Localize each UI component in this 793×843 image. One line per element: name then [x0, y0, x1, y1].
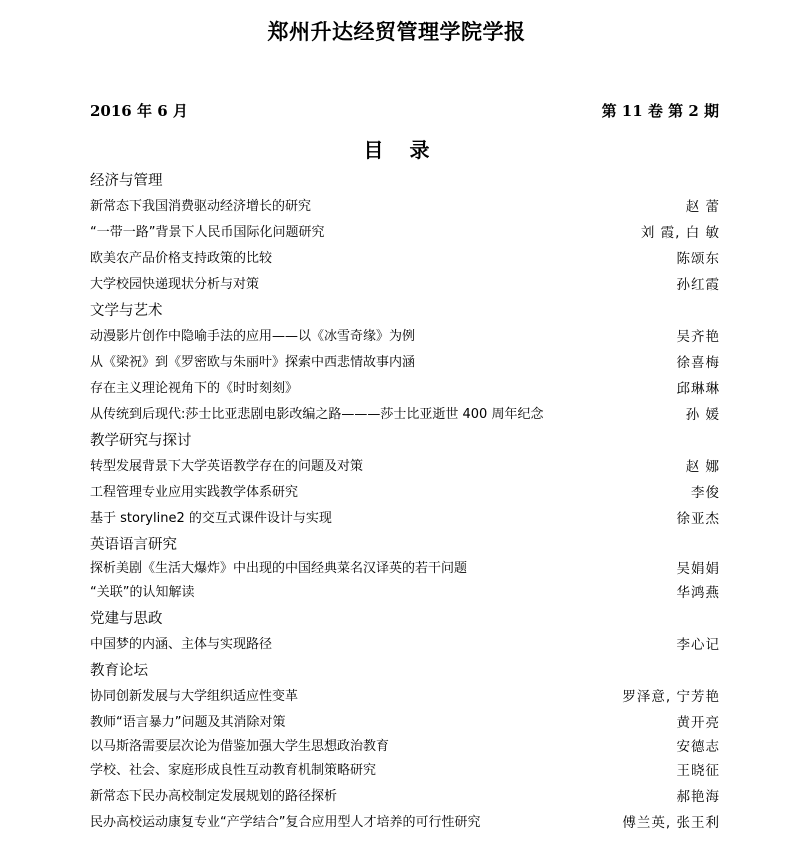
article-author: 孙红霞	[676, 277, 720, 293]
article-author: 王晓征	[676, 763, 720, 779]
article-author: 邱琳琳	[676, 381, 720, 397]
article-title: 协同创新发展与大学组织适应性变革	[90, 689, 299, 704]
toc-section	[90, 658, 720, 836]
toc-entry	[90, 710, 720, 736]
toc-entry	[90, 272, 720, 298]
toc-entry	[90, 246, 720, 272]
article-author: 赵 娜	[685, 459, 720, 475]
toc-entry	[90, 480, 720, 506]
article-title: 学校、社会、家庭形成良性互动教育机制策略研究	[90, 763, 377, 778]
article-title: 中国梦的内涵、主体与实现路径	[90, 637, 273, 652]
article-title: 以马斯洛需要层次论为借鉴加强大学生思想政治教育	[90, 739, 390, 754]
section-title: 英语语言研究	[90, 537, 177, 553]
toc-entry	[90, 758, 720, 784]
article-author: 罗泽意, 宁芳艳	[622, 689, 720, 705]
toc-entry	[90, 632, 720, 658]
article-author: 华鸿燕	[676, 585, 720, 601]
article-author: 赵 蕾	[685, 199, 720, 215]
toc-entry	[90, 454, 720, 480]
article-title: 从《梁祝》到《罗密欧与朱丽叶》探索中西悲情故事内涵	[90, 355, 416, 370]
article-title: 工程管理专业应用实践教学体系研究	[90, 485, 299, 500]
toc-section	[90, 168, 720, 298]
article-title: 从传统到后现代:莎士比亚悲剧电影改编之路———莎士比亚逝世 400 周年纪念	[90, 407, 544, 422]
article-title: 转型发展背景下大学英语教学存在的问题及对策	[90, 459, 364, 474]
article-author: 安德志	[676, 739, 720, 755]
issue-volume: 第 11 卷 第 2 期	[601, 102, 719, 120]
article-author: 孙 媛	[685, 407, 720, 423]
toc-section	[90, 298, 720, 428]
article-author: 徐喜梅	[676, 355, 720, 371]
table-of-contents	[90, 168, 720, 836]
toc-entry	[90, 810, 720, 836]
toc-entry	[90, 558, 720, 580]
toc-section	[90, 428, 720, 532]
section-title: 经济与管理	[90, 173, 163, 189]
section-title: 教育论坛	[90, 663, 148, 679]
section-title: 文学与艺术	[90, 303, 163, 319]
article-title: 新常态下民办高校制定发展规划的路径探析	[90, 789, 338, 804]
article-author: 陈颂东	[676, 251, 720, 267]
article-author: 李俊	[691, 485, 720, 501]
article-title: 动漫影片创作中隐喻手法的应用——以《冰雪奇缘》为例	[90, 329, 416, 344]
toc-section	[90, 532, 720, 606]
article-author: 黄开亮	[676, 715, 720, 731]
article-title: 探析美剧《生活大爆炸》中出现的中国经典菜名汉译英的若干问题	[90, 561, 468, 576]
article-title: 民办高校运动康复专业“产学结合”复合应用型人才培养的可行性研究	[90, 815, 481, 830]
article-author: 傅兰英, 张王利	[622, 815, 720, 831]
toc-entry	[90, 580, 720, 606]
toc-entry	[90, 784, 720, 810]
section-title: 党建与思政	[90, 611, 163, 627]
article-title: “一带一路”背景下人民币国际化问题研究	[90, 225, 325, 240]
article-title: 欧美农产品价格支持政策的比较	[90, 251, 273, 266]
toc-entry	[90, 194, 720, 220]
toc-entry	[90, 736, 720, 758]
toc-entry	[90, 220, 720, 246]
toc-entry	[90, 402, 720, 428]
article-author: 徐亚杰	[676, 511, 720, 527]
article-title: “关联”的认知解读	[90, 585, 195, 600]
article-title: 教师“语言暴力”问题及其消除对策	[90, 715, 286, 730]
issue-date: 2016 年 6 月	[90, 102, 188, 120]
toc-heading: 目录	[363, 138, 456, 162]
article-author: 郝艳海	[676, 789, 720, 805]
article-author: 刘 霞, 白 敏	[640, 225, 720, 241]
article-author: 吴齐艳	[676, 329, 720, 345]
toc-entry	[90, 376, 720, 402]
toc-entry	[90, 506, 720, 532]
article-author: 李心记	[676, 637, 720, 653]
journal-title: 郑州升达经贸管理学院学报	[267, 20, 526, 44]
article-title: 大学校园快递现状分析与对策	[90, 277, 260, 292]
toc-section	[90, 606, 720, 658]
article-author: 吴娟娟	[676, 561, 720, 577]
toc-entry	[90, 350, 720, 376]
section-title: 教学研究与探讨	[90, 433, 192, 449]
article-title: 新常态下我国消费驱动经济增长的研究	[90, 199, 312, 214]
toc-entry	[90, 324, 720, 350]
toc-entry	[90, 684, 720, 710]
article-title: 基于 storyline2 的交互式课件设计与实现	[90, 511, 332, 526]
article-title: 存在主义理论视角下的《时时刻刻》	[90, 381, 299, 396]
